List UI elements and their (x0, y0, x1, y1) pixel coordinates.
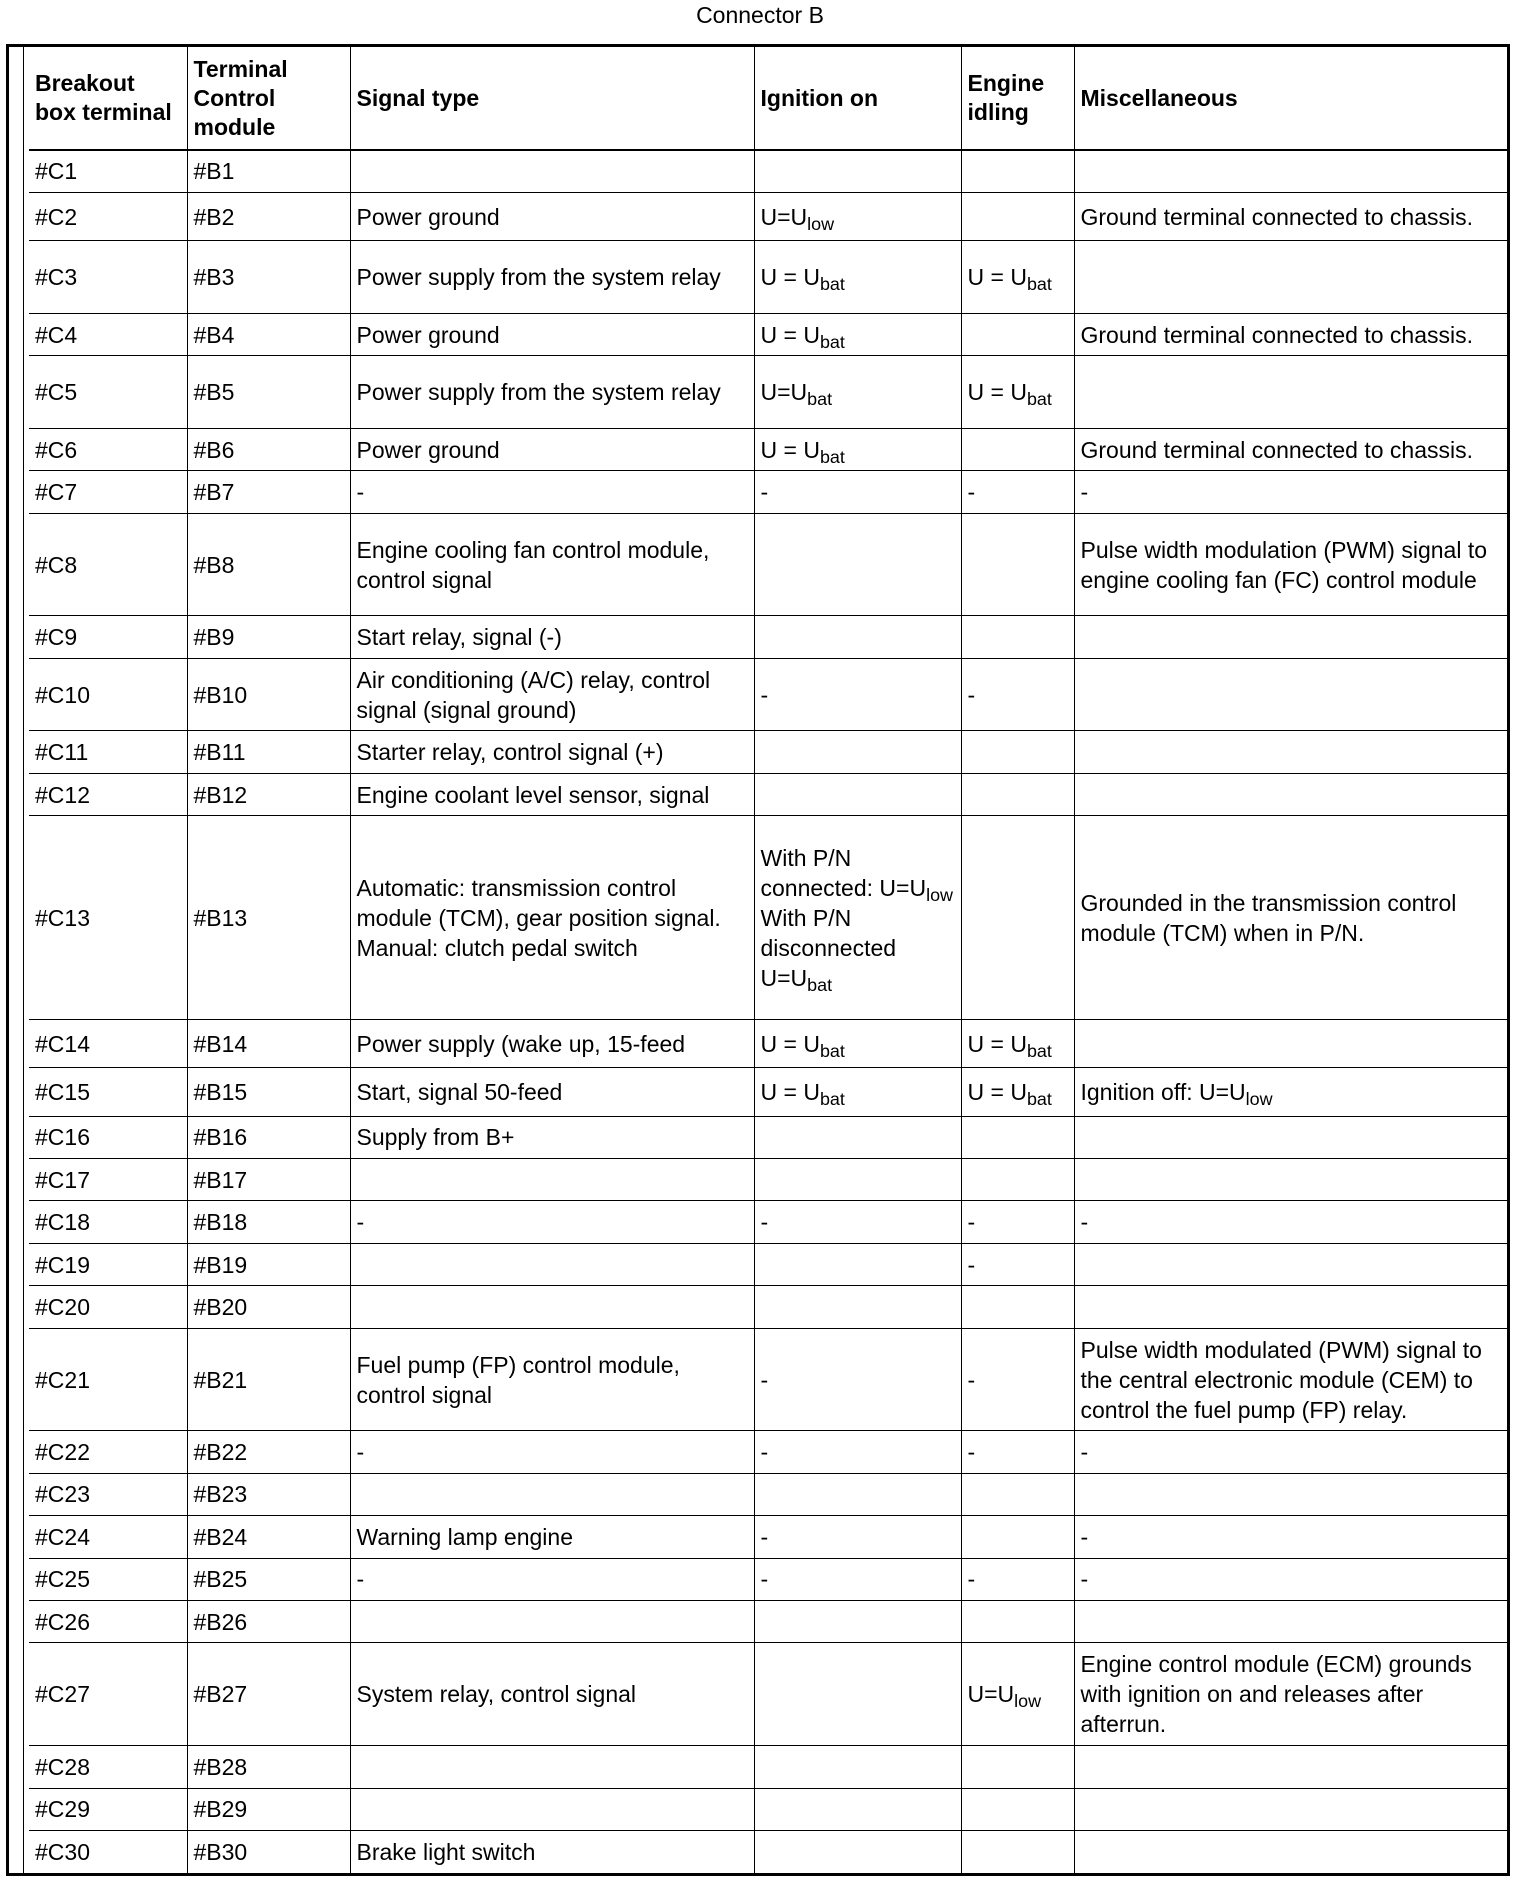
cell-control-module-terminal: #B19 (187, 1243, 350, 1285)
column-header-signal-type: Signal type (350, 47, 754, 150)
cell-engine-idling: $U = U_{bat}$ (961, 356, 1074, 429)
cell-control-module-terminal: #B11 (187, 731, 350, 773)
cell-signal-type: Automatic: transmission control module (TCM), gear position signal. Manual: clutch pedal switch (350, 816, 754, 1020)
table-row (29, 241, 1510, 314)
cell-breakout-terminal: #C11 (29, 731, 187, 773)
cell-miscellaneous: Ground terminal connected to chassis. (1074, 428, 1510, 470)
cell-control-module-terminal: #B14 (187, 1019, 350, 1067)
cell-control-module-terminal: #B17 (187, 1159, 350, 1201)
table-row (29, 1328, 1510, 1431)
cell-engine-idling: - (961, 471, 1074, 513)
table-row (29, 1431, 1510, 1473)
cell-miscellaneous: Ignition off: $U=U_{low}$ (1074, 1068, 1510, 1116)
cell-ignition-on (754, 1243, 961, 1285)
cell-engine-idling (961, 1830, 1074, 1873)
cell-miscellaneous (1074, 731, 1510, 773)
cell-control-module-terminal: #B23 (187, 1473, 350, 1515)
cell-miscellaneous (1074, 1159, 1510, 1201)
table-row (29, 616, 1510, 658)
cell-breakout-terminal: #C25 (29, 1558, 187, 1600)
cell-control-module-terminal: #B18 (187, 1201, 350, 1243)
cell-ignition-on (754, 773, 961, 815)
cell-ignition-on (754, 513, 961, 616)
cell-signal-type (350, 1600, 754, 1642)
cell-breakout-terminal: #C6 (29, 428, 187, 470)
cell-ignition-on: With P/N connected: $U=U_{low}$ With P/N disconnected $U=U_{bat}$ (754, 816, 961, 1020)
table-row (29, 1243, 1510, 1285)
table-row (29, 816, 1510, 1020)
cell-control-module-terminal: #B3 (187, 241, 350, 314)
cell-breakout-terminal: #C5 (29, 356, 187, 429)
cell-miscellaneous (1074, 658, 1510, 731)
cell-engine-idling (961, 1516, 1074, 1558)
cell-engine-idling: - (961, 1243, 1074, 1285)
cell-ignition-on: $U = U_{bat}$ (754, 241, 961, 314)
cell-miscellaneous (1074, 1788, 1510, 1830)
cell-control-module-terminal: #B27 (187, 1643, 350, 1746)
table-row (29, 1201, 1510, 1243)
cell-engine-idling (961, 773, 1074, 815)
table-row (29, 1068, 1510, 1116)
cell-engine-idling: - (961, 1328, 1074, 1431)
cell-control-module-terminal: #B12 (187, 773, 350, 815)
cell-control-module-terminal: #B5 (187, 356, 350, 429)
cell-breakout-terminal: #C19 (29, 1243, 187, 1285)
cell-breakout-terminal: #C15 (29, 1068, 187, 1116)
cell-signal-type: Starter relay, control signal (+) (350, 731, 754, 773)
cell-control-module-terminal: #B16 (187, 1116, 350, 1158)
cell-miscellaneous (1074, 1830, 1510, 1873)
cell-breakout-terminal: #C1 (29, 150, 187, 192)
cell-ignition-on: $U = U_{bat}$ (754, 1068, 961, 1116)
cell-breakout-terminal: #C17 (29, 1159, 187, 1201)
cell-engine-idling (961, 1746, 1074, 1788)
cell-miscellaneous: Pulse width modulation (PWM) signal to engine cooling fan (FC) control module (1074, 513, 1510, 616)
table-row (29, 1116, 1510, 1158)
table-row (29, 1019, 1510, 1067)
cell-engine-idling (961, 150, 1074, 192)
cell-breakout-terminal: #C18 (29, 1201, 187, 1243)
connector-table-frame (6, 44, 1510, 1876)
cell-engine-idling (961, 1116, 1074, 1158)
cell-miscellaneous: Engine control module (ECM) grounds with ignition on and releases after afterrun. (1074, 1643, 1510, 1746)
cell-ignition-on: - (754, 1516, 961, 1558)
cell-control-module-terminal: #B30 (187, 1830, 350, 1873)
cell-miscellaneous (1074, 773, 1510, 815)
table-row (29, 1473, 1510, 1515)
cell-signal-type: Power supply from the system relay (350, 241, 754, 314)
cell-signal-type: Start, signal 50-feed (350, 1068, 754, 1116)
cell-miscellaneous (1074, 1286, 1510, 1328)
cell-control-module-terminal: #B26 (187, 1600, 350, 1642)
table-row (29, 773, 1510, 815)
cell-miscellaneous: Ground terminal connected to chassis. (1074, 192, 1510, 240)
cell-breakout-terminal: #C8 (29, 513, 187, 616)
cell-signal-type: - (350, 1431, 754, 1473)
cell-breakout-terminal: #C13 (29, 816, 187, 1020)
cell-engine-idling (961, 192, 1074, 240)
cell-engine-idling: - (961, 1201, 1074, 1243)
cell-ignition-on (754, 1830, 961, 1873)
cell-breakout-terminal: #C29 (29, 1788, 187, 1830)
cell-engine-idling: - (961, 658, 1074, 731)
cell-signal-type: - (350, 1201, 754, 1243)
cell-breakout-terminal: #C2 (29, 192, 187, 240)
cell-ignition-on (754, 1746, 961, 1788)
cell-control-module-terminal: #B24 (187, 1516, 350, 1558)
cell-miscellaneous (1074, 150, 1510, 192)
cell-control-module-terminal: #B29 (187, 1788, 350, 1830)
cell-ignition-on (754, 731, 961, 773)
cell-signal-type (350, 1788, 754, 1830)
cell-ignition-on: - (754, 1431, 961, 1473)
cell-control-module-terminal: #B9 (187, 616, 350, 658)
cell-engine-idling: $U = U_{bat}$ (961, 1068, 1074, 1116)
cell-miscellaneous: - (1074, 1201, 1510, 1243)
cell-ignition-on (754, 1159, 961, 1201)
cell-ignition-on: $U=U_{bat}$ (754, 356, 961, 429)
cell-control-module-terminal: #B1 (187, 150, 350, 192)
cell-signal-type: - (350, 1558, 754, 1600)
cell-control-module-terminal: #B13 (187, 816, 350, 1020)
cell-breakout-terminal: #C24 (29, 1516, 187, 1558)
cell-control-module-terminal: #B4 (187, 313, 350, 355)
table-row (29, 356, 1510, 429)
table-row (29, 1286, 1510, 1328)
table-row (29, 1600, 1510, 1642)
cell-breakout-terminal: #C9 (29, 616, 187, 658)
cell-ignition-on: - (754, 471, 961, 513)
cell-control-module-terminal: #B7 (187, 471, 350, 513)
cell-miscellaneous: Grounded in the transmission control module (TCM) when in P/N. (1074, 816, 1510, 1020)
cell-control-module-terminal: #B25 (187, 1558, 350, 1600)
cell-miscellaneous: Pulse width modulated (PWM) signal to the central electronic module (CEM) to control the fuel pump (FP) relay. (1074, 1328, 1510, 1431)
column-header-terminal: Terminal Control module (187, 47, 350, 150)
cell-ignition-on (754, 1473, 961, 1515)
cell-control-module-terminal: #B28 (187, 1746, 350, 1788)
cell-engine-idling (961, 513, 1074, 616)
cell-breakout-terminal: #C3 (29, 241, 187, 314)
cell-engine-idling (961, 313, 1074, 355)
cell-ignition-on: $U = U_{bat}$ (754, 1019, 961, 1067)
cell-miscellaneous: - (1074, 1516, 1510, 1558)
table-row (29, 150, 1510, 192)
cell-signal-type: Warning lamp engine (350, 1516, 754, 1558)
table-row (29, 1788, 1510, 1830)
cell-signal-type: System relay, control signal (350, 1643, 754, 1746)
table-row (29, 1516, 1510, 1558)
cell-ignition-on (754, 1600, 961, 1642)
table-row (29, 1558, 1510, 1600)
cell-control-module-terminal: #B22 (187, 1431, 350, 1473)
table-row (29, 731, 1510, 773)
cell-engine-idling (961, 1286, 1074, 1328)
cell-control-module-terminal: #B10 (187, 658, 350, 731)
cell-control-module-terminal: #B2 (187, 192, 350, 240)
cell-engine-idling (961, 1788, 1074, 1830)
cell-breakout-terminal: #C12 (29, 773, 187, 815)
cell-engine-idling (961, 616, 1074, 658)
cell-signal-type: Power supply from the system relay (350, 356, 754, 429)
cell-signal-type: Power ground (350, 313, 754, 355)
cell-ignition-on: $U = U_{bat}$ (754, 313, 961, 355)
cell-signal-type: Power ground (350, 428, 754, 470)
table-row (29, 1159, 1510, 1201)
cell-breakout-terminal: #C14 (29, 1019, 187, 1067)
cell-breakout-terminal: #C4 (29, 313, 187, 355)
cell-signal-type: Start relay, signal (-) (350, 616, 754, 658)
table-body (29, 150, 1510, 1873)
connector-table (29, 47, 1510, 1873)
cell-engine-idling (961, 1159, 1074, 1201)
table-row (29, 513, 1510, 616)
cell-engine-idling (961, 1473, 1074, 1515)
cell-miscellaneous: - (1074, 1558, 1510, 1600)
cell-signal-type (350, 1473, 754, 1515)
cell-signal-type (350, 1243, 754, 1285)
cell-control-module-terminal: #B6 (187, 428, 350, 470)
cell-ignition-on: - (754, 658, 961, 731)
cell-miscellaneous (1074, 1243, 1510, 1285)
cell-signal-type: Power supply (wake up, 15-feed (350, 1019, 754, 1067)
cell-signal-type: Air conditioning (A/C) relay, control signal (signal ground) (350, 658, 754, 731)
cell-breakout-terminal: #C10 (29, 658, 187, 731)
cell-breakout-terminal: #C26 (29, 1600, 187, 1642)
table-row (29, 471, 1510, 513)
cell-signal-type: Supply from B+ (350, 1116, 754, 1158)
cell-control-module-terminal: #B8 (187, 513, 350, 616)
cell-ignition-on: $U=U_{low}$ (754, 192, 961, 240)
cell-engine-idling: - (961, 1558, 1074, 1600)
cell-signal-type (350, 150, 754, 192)
table-row (29, 428, 1510, 470)
cell-breakout-terminal: #C28 (29, 1746, 187, 1788)
table-row (29, 313, 1510, 355)
header-row (29, 47, 1510, 150)
cell-ignition-on: - (754, 1201, 961, 1243)
cell-signal-type (350, 1286, 754, 1328)
table-row (29, 1746, 1510, 1788)
cell-miscellaneous (1074, 1746, 1510, 1788)
cell-breakout-terminal: #C20 (29, 1286, 187, 1328)
cell-engine-idling (961, 1600, 1074, 1642)
cell-breakout-terminal: #C7 (29, 471, 187, 513)
cell-signal-type: Fuel pump (FP) control module, control signal (350, 1328, 754, 1431)
table-row (29, 192, 1510, 240)
cell-miscellaneous (1074, 1600, 1510, 1642)
column-header-engine-idling: Engine idling (961, 47, 1074, 150)
cell-engine-idling (961, 731, 1074, 773)
cell-control-module-terminal: #B21 (187, 1328, 350, 1431)
cell-ignition-on: - (754, 1328, 961, 1431)
cell-ignition-on (754, 1643, 961, 1746)
cell-signal-type: Brake light switch (350, 1830, 754, 1873)
cell-signal-type: - (350, 471, 754, 513)
cell-signal-type (350, 1159, 754, 1201)
cell-breakout-terminal: #C23 (29, 1473, 187, 1515)
cell-miscellaneous (1074, 1116, 1510, 1158)
cell-ignition-on (754, 1116, 961, 1158)
table-row (29, 1830, 1510, 1873)
cell-breakout-terminal: #C27 (29, 1643, 187, 1746)
cell-signal-type: Power ground (350, 192, 754, 240)
cell-ignition-on (754, 1286, 961, 1328)
cell-engine-idling: $U = U_{bat}$ (961, 241, 1074, 314)
cell-ignition-on (754, 150, 961, 192)
cell-signal-type (350, 1746, 754, 1788)
cell-miscellaneous (1074, 1473, 1510, 1515)
cell-miscellaneous: - (1074, 1431, 1510, 1473)
cell-ignition-on (754, 616, 961, 658)
column-header-miscellaneous: Miscellaneous (1074, 47, 1510, 150)
cell-ignition-on: - (754, 1558, 961, 1600)
cell-breakout-terminal: #C22 (29, 1431, 187, 1473)
cell-engine-idling (961, 428, 1074, 470)
cell-miscellaneous: - (1074, 471, 1510, 513)
table-row (29, 658, 1510, 731)
cell-control-module-terminal: #B15 (187, 1068, 350, 1116)
cell-ignition-on: $U = U_{bat}$ (754, 428, 961, 470)
cell-engine-idling: $U=U_{low}$ (961, 1643, 1074, 1746)
connector-caption: Connector B (696, 2, 824, 28)
cell-engine-idling (961, 816, 1074, 1020)
cell-engine-idling: - (961, 1431, 1074, 1473)
table-row (29, 1643, 1510, 1746)
cell-miscellaneous (1074, 616, 1510, 658)
cell-miscellaneous (1074, 241, 1510, 314)
cell-breakout-terminal: #C30 (29, 1830, 187, 1873)
cell-signal-type: Engine coolant level sensor, signal (350, 773, 754, 815)
cell-miscellaneous: Ground terminal connected to chassis. (1074, 313, 1510, 355)
column-header-breakout: Breakout box terminal (29, 47, 187, 150)
cell-miscellaneous (1074, 356, 1510, 429)
cell-miscellaneous (1074, 1019, 1510, 1067)
column-header-ignition-on: Ignition on (754, 47, 961, 150)
cell-signal-type: Engine cooling fan control module, control signal (350, 513, 754, 616)
cell-breakout-terminal: #C16 (29, 1116, 187, 1158)
cell-breakout-terminal: #C21 (29, 1328, 187, 1431)
cell-engine-idling: $U = U_{bat}$ (961, 1019, 1074, 1067)
cell-ignition-on (754, 1788, 961, 1830)
cell-control-module-terminal: #B20 (187, 1286, 350, 1328)
